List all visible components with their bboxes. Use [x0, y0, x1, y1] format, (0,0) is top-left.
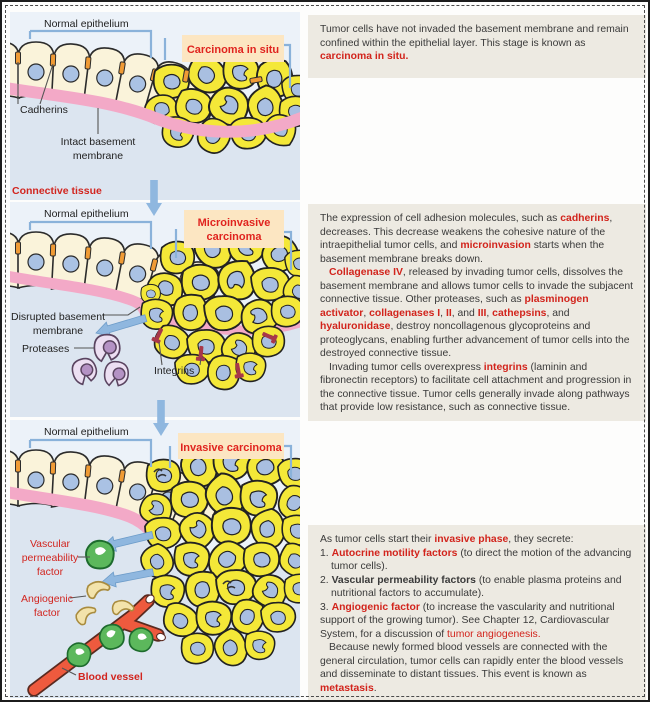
panel-microinvasive-carcinoma [10, 202, 300, 417]
paragraph: 3. Angiogenic factor (to increase the vascularity and nutritional support of the growing tumor). See Chapter 12, Cardiovascular System, for a discussion of tumor angiogenesis. [320, 601, 615, 640]
panel-title-line1: Microinvasive [197, 217, 271, 229]
tumor-mass-in-situ [145, 48, 300, 158]
panel-title-line2: carcinoma [206, 231, 262, 243]
proteases-label: Proteases [22, 343, 70, 355]
paragraph: The expression of cell adhesion molecules, such as cadherins, decreases. This decrease weakens the cohesive nature of the intraepithelial tumor cells, and microinvasion starts when the basement membrane breaks down. [320, 213, 613, 265]
integrins-label: Integrins [154, 365, 195, 377]
vpf-label-3: factor [36, 566, 64, 578]
panel-carcinoma-in-situ [10, 12, 300, 200]
paragraph: 2. Vascular permeability factors (to enable plasma proteins and nutritional factors to accumulate). [320, 574, 622, 599]
paragraph: Invading tumor cells overexpress integrins (laminin and fibronectin receptors) to facilitate cell attachment and progression in the connective tissue. Tumor cells generally invade along pathways that provide low resistance, such as connective tissue. [320, 361, 632, 413]
panel-title: Invasive carcinoma [180, 442, 282, 454]
panel-title: Carcinoma in situ [186, 44, 280, 56]
vpf-label-2: permeability [21, 552, 79, 564]
connective-tissue-label: Connective tissue [12, 185, 102, 197]
panel-invasive-carcinoma [10, 420, 300, 698]
paragraph: Because newly formed blood vessels are connected with the general circulation, tumor cells can rapidly enter the blood vessels and disseminate to distant tissues. This event is known as metastasis. [320, 642, 624, 694]
disrupted-membrane-label-1: Disrupted basement [11, 311, 105, 323]
intact-membrane-label-2: membrane [72, 150, 124, 162]
paragraph: 1. Autocrine motility factors (to direct the motion of the advancing tumor cells). [320, 547, 632, 572]
cadherins-label: Cadherins [20, 104, 68, 116]
af-label-2: factor [33, 607, 61, 619]
disrupted-membrane-label-2: membrane [32, 325, 84, 337]
normal-epithelium-label: Normal epithelium [44, 208, 129, 220]
text-block-invasive [308, 525, 646, 701]
text-block-microinvasive [308, 204, 646, 421]
normal-epithelium-label: Normal epithelium [44, 18, 129, 30]
text-block-carcinoma-in-situ [308, 15, 646, 78]
paragraph: Collagenase IV, released by invading tumor cells, dissolves the basement membrane and allows tumor cells to invade the subjacent connective tissue. Other proteases, such as plasminogen activator, collagenases I, II, and III, cathepsins, and hyaluronidase, destroy noncollagenous glycoproteins and proteoglycans, enabling further advancement of tumor cells into the destroyed connective tissue. [320, 267, 634, 359]
vpf-label-1: Vascular [29, 538, 71, 550]
blood-vessel-label: Blood vessel [78, 671, 143, 683]
intact-membrane-label-1: Intact basement [60, 136, 136, 148]
paragraph: Tumor cells have not invaded the basement membrane and remain confined within the epithelial layer. This stage is known as carcinoma in situ. [320, 24, 629, 62]
normal-epithelium-label: Normal epithelium [44, 426, 129, 438]
af-label-1: Angiogenic [21, 593, 73, 605]
paragraph: As tumor cells start their invasive phase, they secrete: [320, 534, 574, 545]
